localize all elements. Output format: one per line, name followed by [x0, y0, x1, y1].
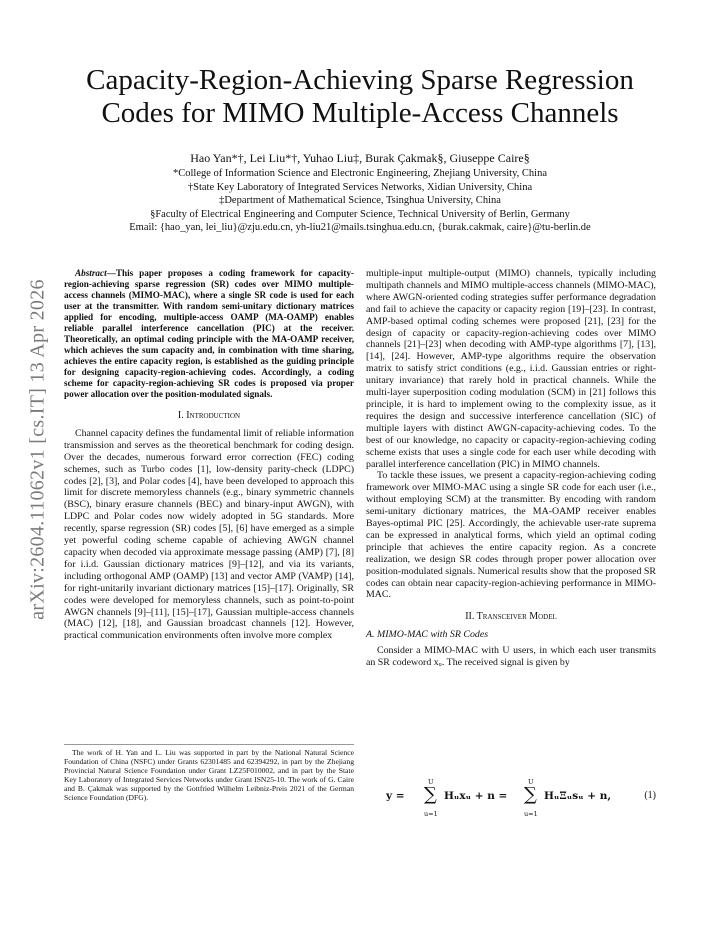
right-column — [366, 268, 656, 669]
arxiv-identifier: arXiv:2604.11062v1 [cs.IT] 13 Apr 2026 — [26, 279, 49, 620]
equation-term-2: HᵤΞᵤsᵤ + n, — [544, 790, 611, 802]
affiliation-2: †State Key Laboratory of Integrated Services Networks, Xidian University, China — [187, 181, 533, 193]
intro-paragraph-3: To tackle these issues, we present a capacity-region-achieving coding framework over MIMO-MAC using a single SR code for each user (i.e., without employing SCM) at the transmitter. By encoding with random semi-unitary dictionary matrices, the MA-OAMP receiver enables Bayes-optimal PIC [25]. Accordingly, the achievable user-rate suprema can be expressed in analytical forms, which yield an optimal coding principle that achieves the entire capacity region. As a concrete realization, we design SR codes through proper power allocation over position-modulated signals. Numerical results show that the proposed SR codes can obtain near capacity-region-achieving performance in MIMO-MAC. — [366, 470, 656, 601]
equation-1 — [366, 778, 656, 822]
author-block — [40, 150, 680, 235]
equation-lhs: y = — [386, 790, 405, 802]
sum-lower-limit-1: u=1 — [424, 810, 438, 818]
left-column — [64, 268, 354, 642]
equation-number: (1) — [644, 790, 656, 801]
sum-upper-limit-1: U — [428, 778, 434, 786]
funding-footnote: The work of H. Yan and L. Liu was supported in part by the National Natural Science Foundation of China (NSFC) under Grants 62301485 and 62394292, in part by the Zhejiang Provincial Natural Science Foundation under Grant LZ25F010002, and in part by the State Key Laboratory of Integrated Services Networks under Grant ISN25-10. The work of G. Caire and B. Çakmak was supported by the Gottfried Wilhelm Leibniz-Preis 2021 of the German Science Foundation (DFG). — [64, 748, 354, 802]
subsection-heading-mimo-mac: A. MIMO-MAC with SR Codes — [366, 629, 489, 641]
affiliation-4: §Faculty of Electrical Engineering and Computer Science, Technical University of Berlin, Germany — [150, 208, 570, 220]
abstract — [64, 268, 354, 400]
author-names: Hao Yan*†, Lei Liu*†, Yuhao Liu‡, Burak Çakmak§, Giuseppe Caire§ — [190, 151, 530, 165]
title-line-1: Capacity-Region-Achieving Sparse Regression — [86, 64, 634, 96]
title-line-2: Codes for MIMO Multiple-Access Channels — [101, 97, 619, 129]
abstract-text: —This paper proposes a coding framework for capacity-region-achieving sparse regression (SR) codes over MIMO multiple-access channels (MIMO-MAC), where a single SR code is used for each user at the transmitter. With random semi-unitary dictionary matrices applied for encoding, multiple-access OAMP (MA-OAMP) enables reliable parallel interference cancellation (PIC) at the receiver. Theoretically, an optimal coding principle with the MA-OAMP receiver, which achieves the sum capacity and, in combination with time sharing, achieves the entire capacity region, is established as the guiding principle for designing capacity-region-achieving codes. Accordingly, a coding scheme for capacity-region-achieving SR codes is proposed via proper power allocation over the position-modulated signals. — [64, 268, 354, 399]
paper-title — [40, 64, 680, 130]
section-heading-transceiver-model: II. Transceiver Model — [465, 611, 557, 623]
equation-term-1: Hᵤxᵤ + n = — [444, 790, 508, 802]
model-paragraph: Consider a MIMO-MAC with U users, in which each user transmits an SR codeword xᵤ. The received signal is given by — [366, 645, 656, 669]
intro-paragraph-1: Channel capacity defines the fundamental limit of reliable information transmission and serves as the theoretical benchmark for coding design. Over the decades, numerous forward error correction (FEC) coding schemes, such as Turbo codes [1], low-density parity-check (LDPC) codes [2], [3], and Polar codes [4], have been developed to approach this limit for discrete memoryless channels (e.g., binary symmetric channels (BSC), binary erasure channels (BEC) and binary-input AWGN), with LDPC and Polar codes now widely adopted in 5G standards. More recently, sparse regression (SR) codes [5], [6] have emerged as a simple yet powerful coding scheme capable of achieving AWGN channel capacity when decoded via approximate message passing (AMP) [7], [8] for i.i.d. Gaussian dictionary matrices [9]–[12], and via its variants, including orthogonal AMP (OAMP) [13] and vector AMP (VAMP) [14], for right-unitarily invariant dictionary matrices [15]–[17]. Originally, SR codes were developed for memoryless channels, such as point-to-point AWGN channels [9]–[11], [15]–[17], Gaussian multiple-access channels (MAC) [12], [18], and Gaussian broadcast channels [12]. However, practical communication environments often involve more complex — [64, 427, 354, 642]
sum-symbol-1: ∑ — [424, 784, 437, 805]
author-emails: Email: {hao_yan, lei_liu}@zju.edu.cn, yh-liu21@mails.tsinghua.edu.cn, {burak.cakmak, caire}@tu-berlin.de — [129, 222, 591, 233]
affiliation-3: ‡Department of Mathematical Science, Tsinghua University, China — [219, 195, 501, 206]
footnote — [64, 744, 354, 802]
sum-lower-limit-2: u=1 — [524, 810, 538, 818]
abstract-label: Abstract — [75, 268, 107, 278]
section-heading-introduction: I. Introduction — [177, 410, 241, 421]
sum-upper-limit-2: U — [528, 778, 534, 786]
sum-symbol-2: ∑ — [524, 784, 537, 805]
affiliation-1: *College of Information Science and Electronic Engineering, Zhejiang University, China — [173, 168, 547, 179]
intro-paragraph-2: multiple-input multiple-output (MIMO) channels, typically including multipath channels and MIMO multiple-access channels (MIMO-MAC), where AWGN-oriented coding strategies suffer performance degradation and fail to achieve the capacity or capacity region [19]–[23]. In contrast, AMP-based optimal coding schemes were proposed [21], [23] for the design of capacity or capacity-region-achieving codes over MIMO channels [21]–[23] when decoding with AMP-type algorithms [7], [13], [14], [24]. However, AMP-type algorithms require the observation matrix to satisfy strict conditions (e.g., i.i.d. Gaussian entries or right-unitary invariance) that rarely hold in practical channels. While the multi-layer superposition coding modulation (SCM) in [21] follows this principle, it is hard to implement owing to the complexity issue, as it requires the design and successive interference cancellation (SIC) of multiple layers with distinct AWGN-capacity-achieving codes. To the best of our knowledge, no capacity or capacity-region-achieving coding scheme exists that uses a single code for each user while decoding with parallel interference cancellation (PIC) in MIMO channels. — [366, 268, 656, 470]
